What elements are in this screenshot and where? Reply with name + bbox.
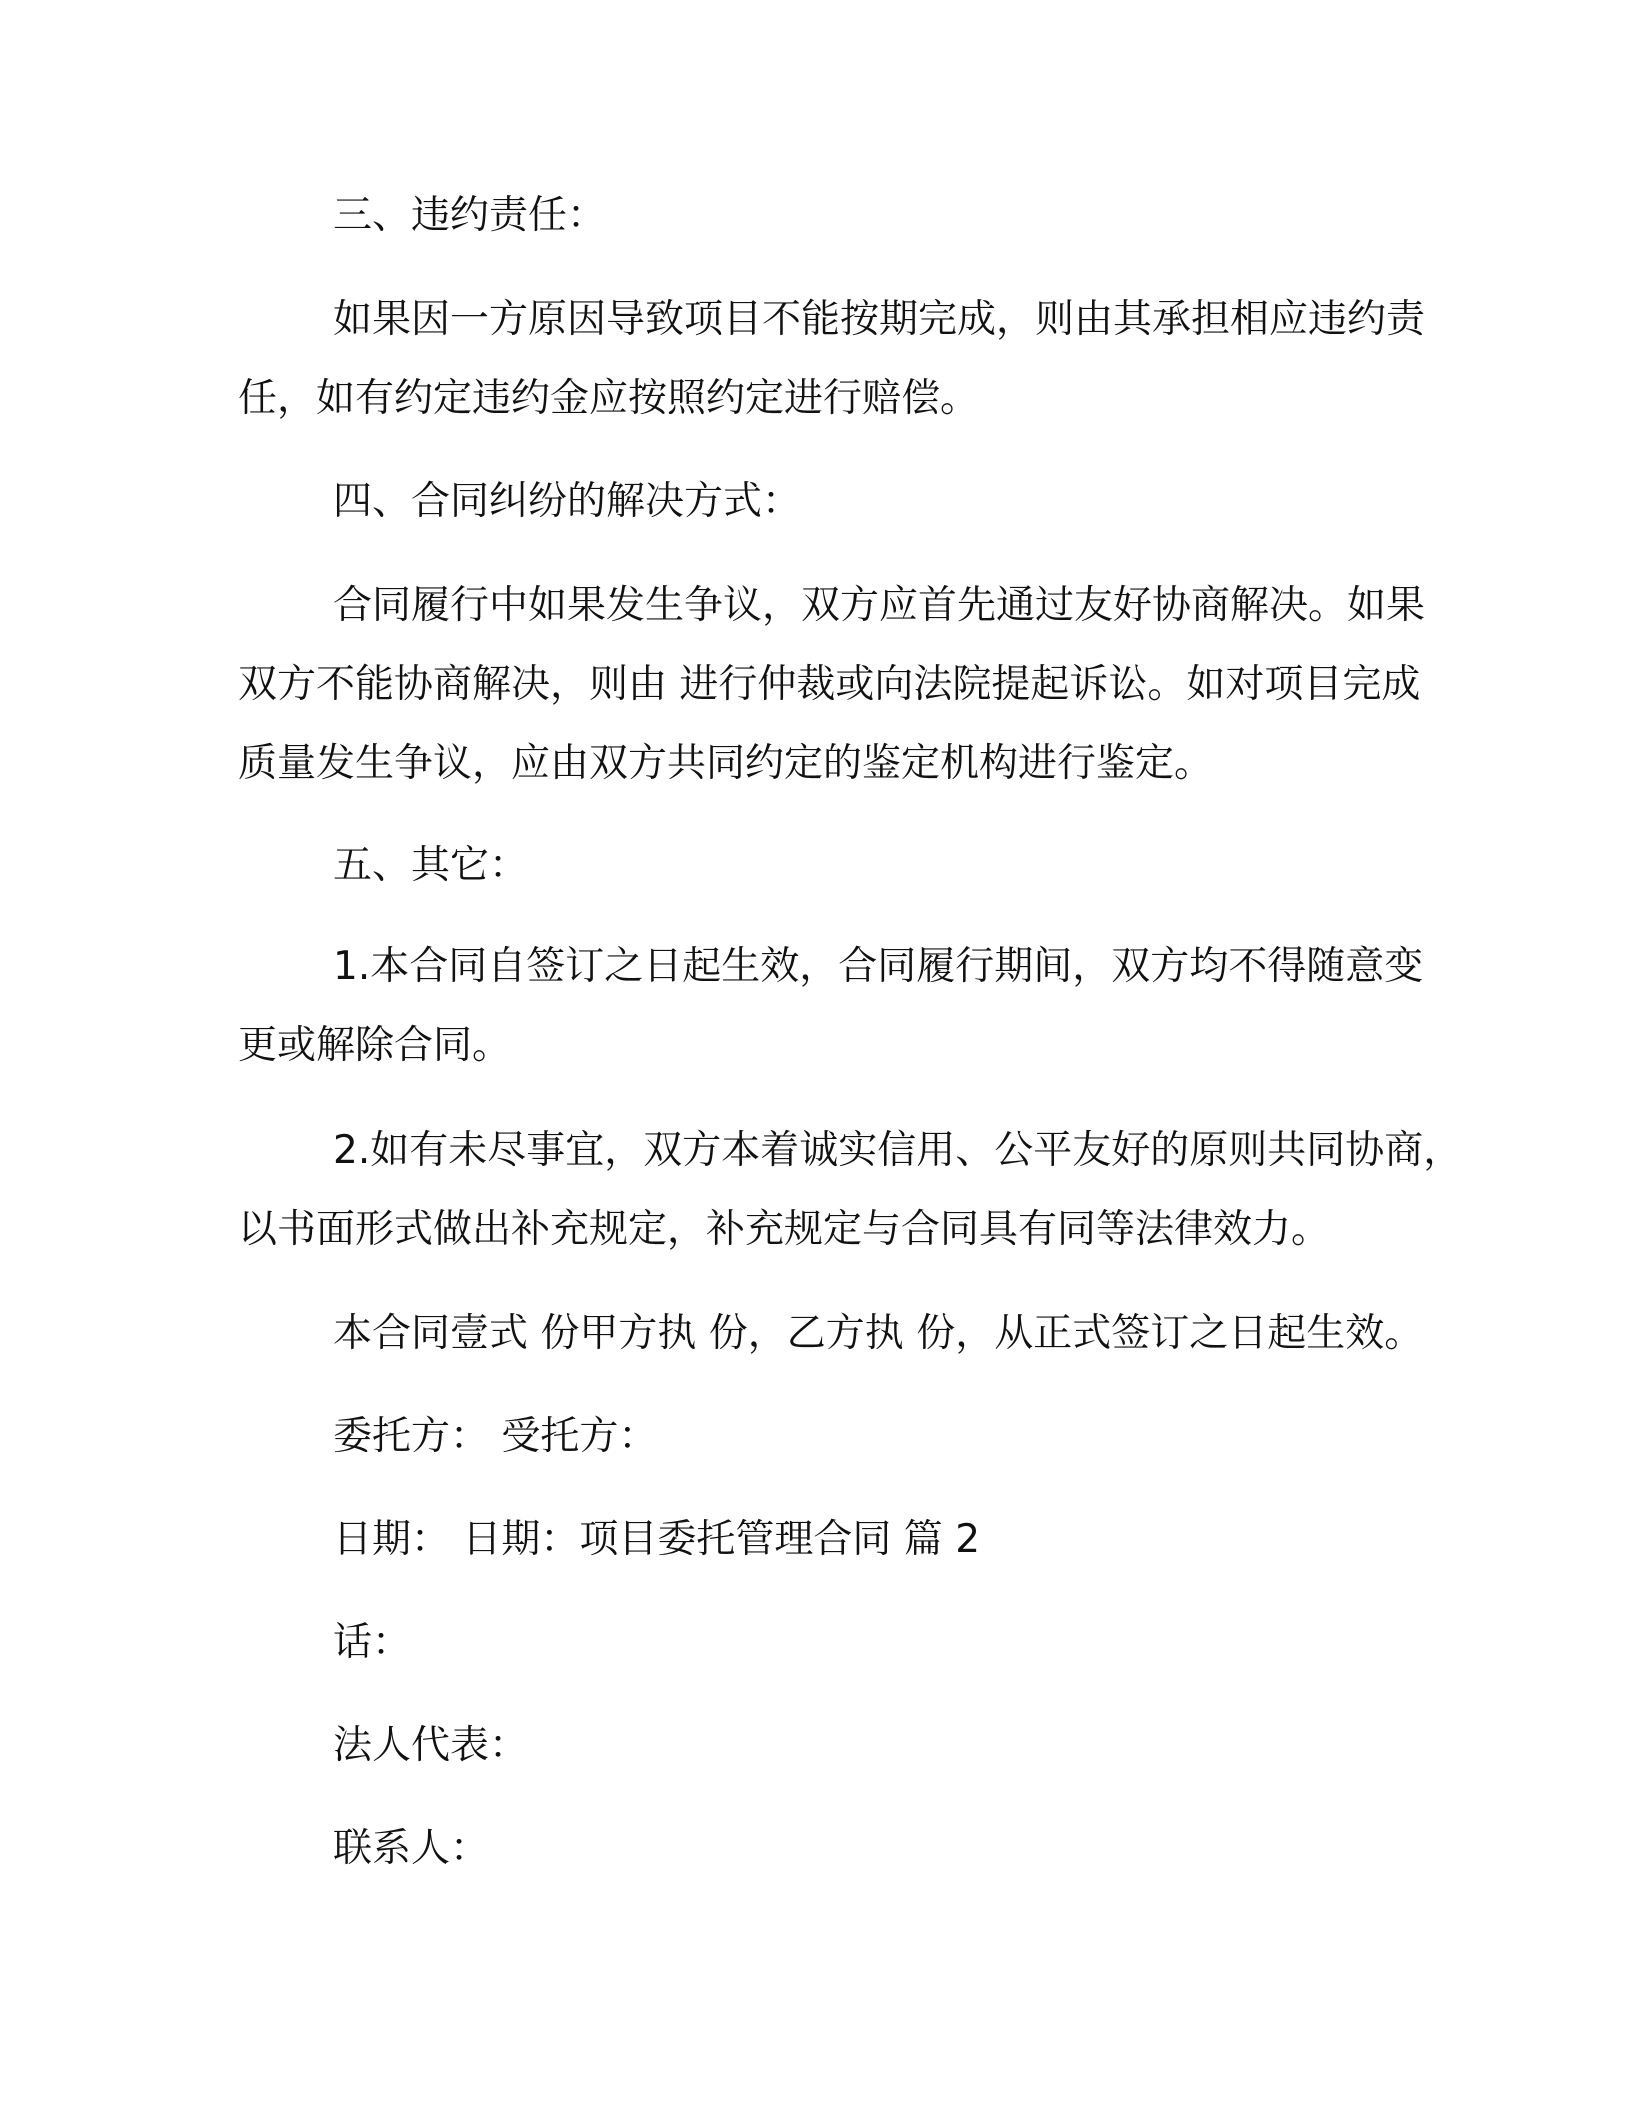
text-line: 法人代表： [333,1723,529,1768]
text-line: 1.本合同自签订之日起生效，合同履行期间，双方均不得随意变 [333,944,1424,989]
text-line: 2.如有未尽事宜，双方本着诚实信用、公平友好的原则共同协商， [333,1128,1463,1173]
text-line: 联系人： [333,1826,490,1871]
text-line: 以书面形式做出补充规定，补充规定与合同具有同等法律效力。 [238,1207,1331,1252]
text-line: 质量发生争议，应由双方共同约定的鉴定机构进行鉴定。 [238,741,1214,786]
text-line: 如果因一方原因导致项目不能按期完成，则由其承担相应违约责 [333,297,1426,342]
text-line: 三、违约责任： [333,193,607,238]
text-line: 五、其它： [333,843,529,888]
text-line: 委托方： 受托方： [333,1414,658,1459]
text-line: 本合同壹式 份甲方执 份，乙方执 份，从正式签订之日起生效。 [333,1311,1424,1356]
text-line: 四、合同纠纷的解决方式： [333,479,802,524]
text-line: 任，如有约定违约金应按照约定进行赔偿。 [238,376,980,421]
text-line: 合同履行中如果发生争议，双方应首先通过友好协商解决。如果 [333,583,1426,628]
text-line: 日期： 日期：项目委托管理合同 篇 2 [333,1517,981,1562]
text-line: 话： [333,1620,412,1665]
text-line: 更或解除合同。 [238,1023,512,1068]
text-line: 双方不能协商解决，则由 进行仲裁或向法院提起诉讼。如对项目完成 [238,662,1421,707]
